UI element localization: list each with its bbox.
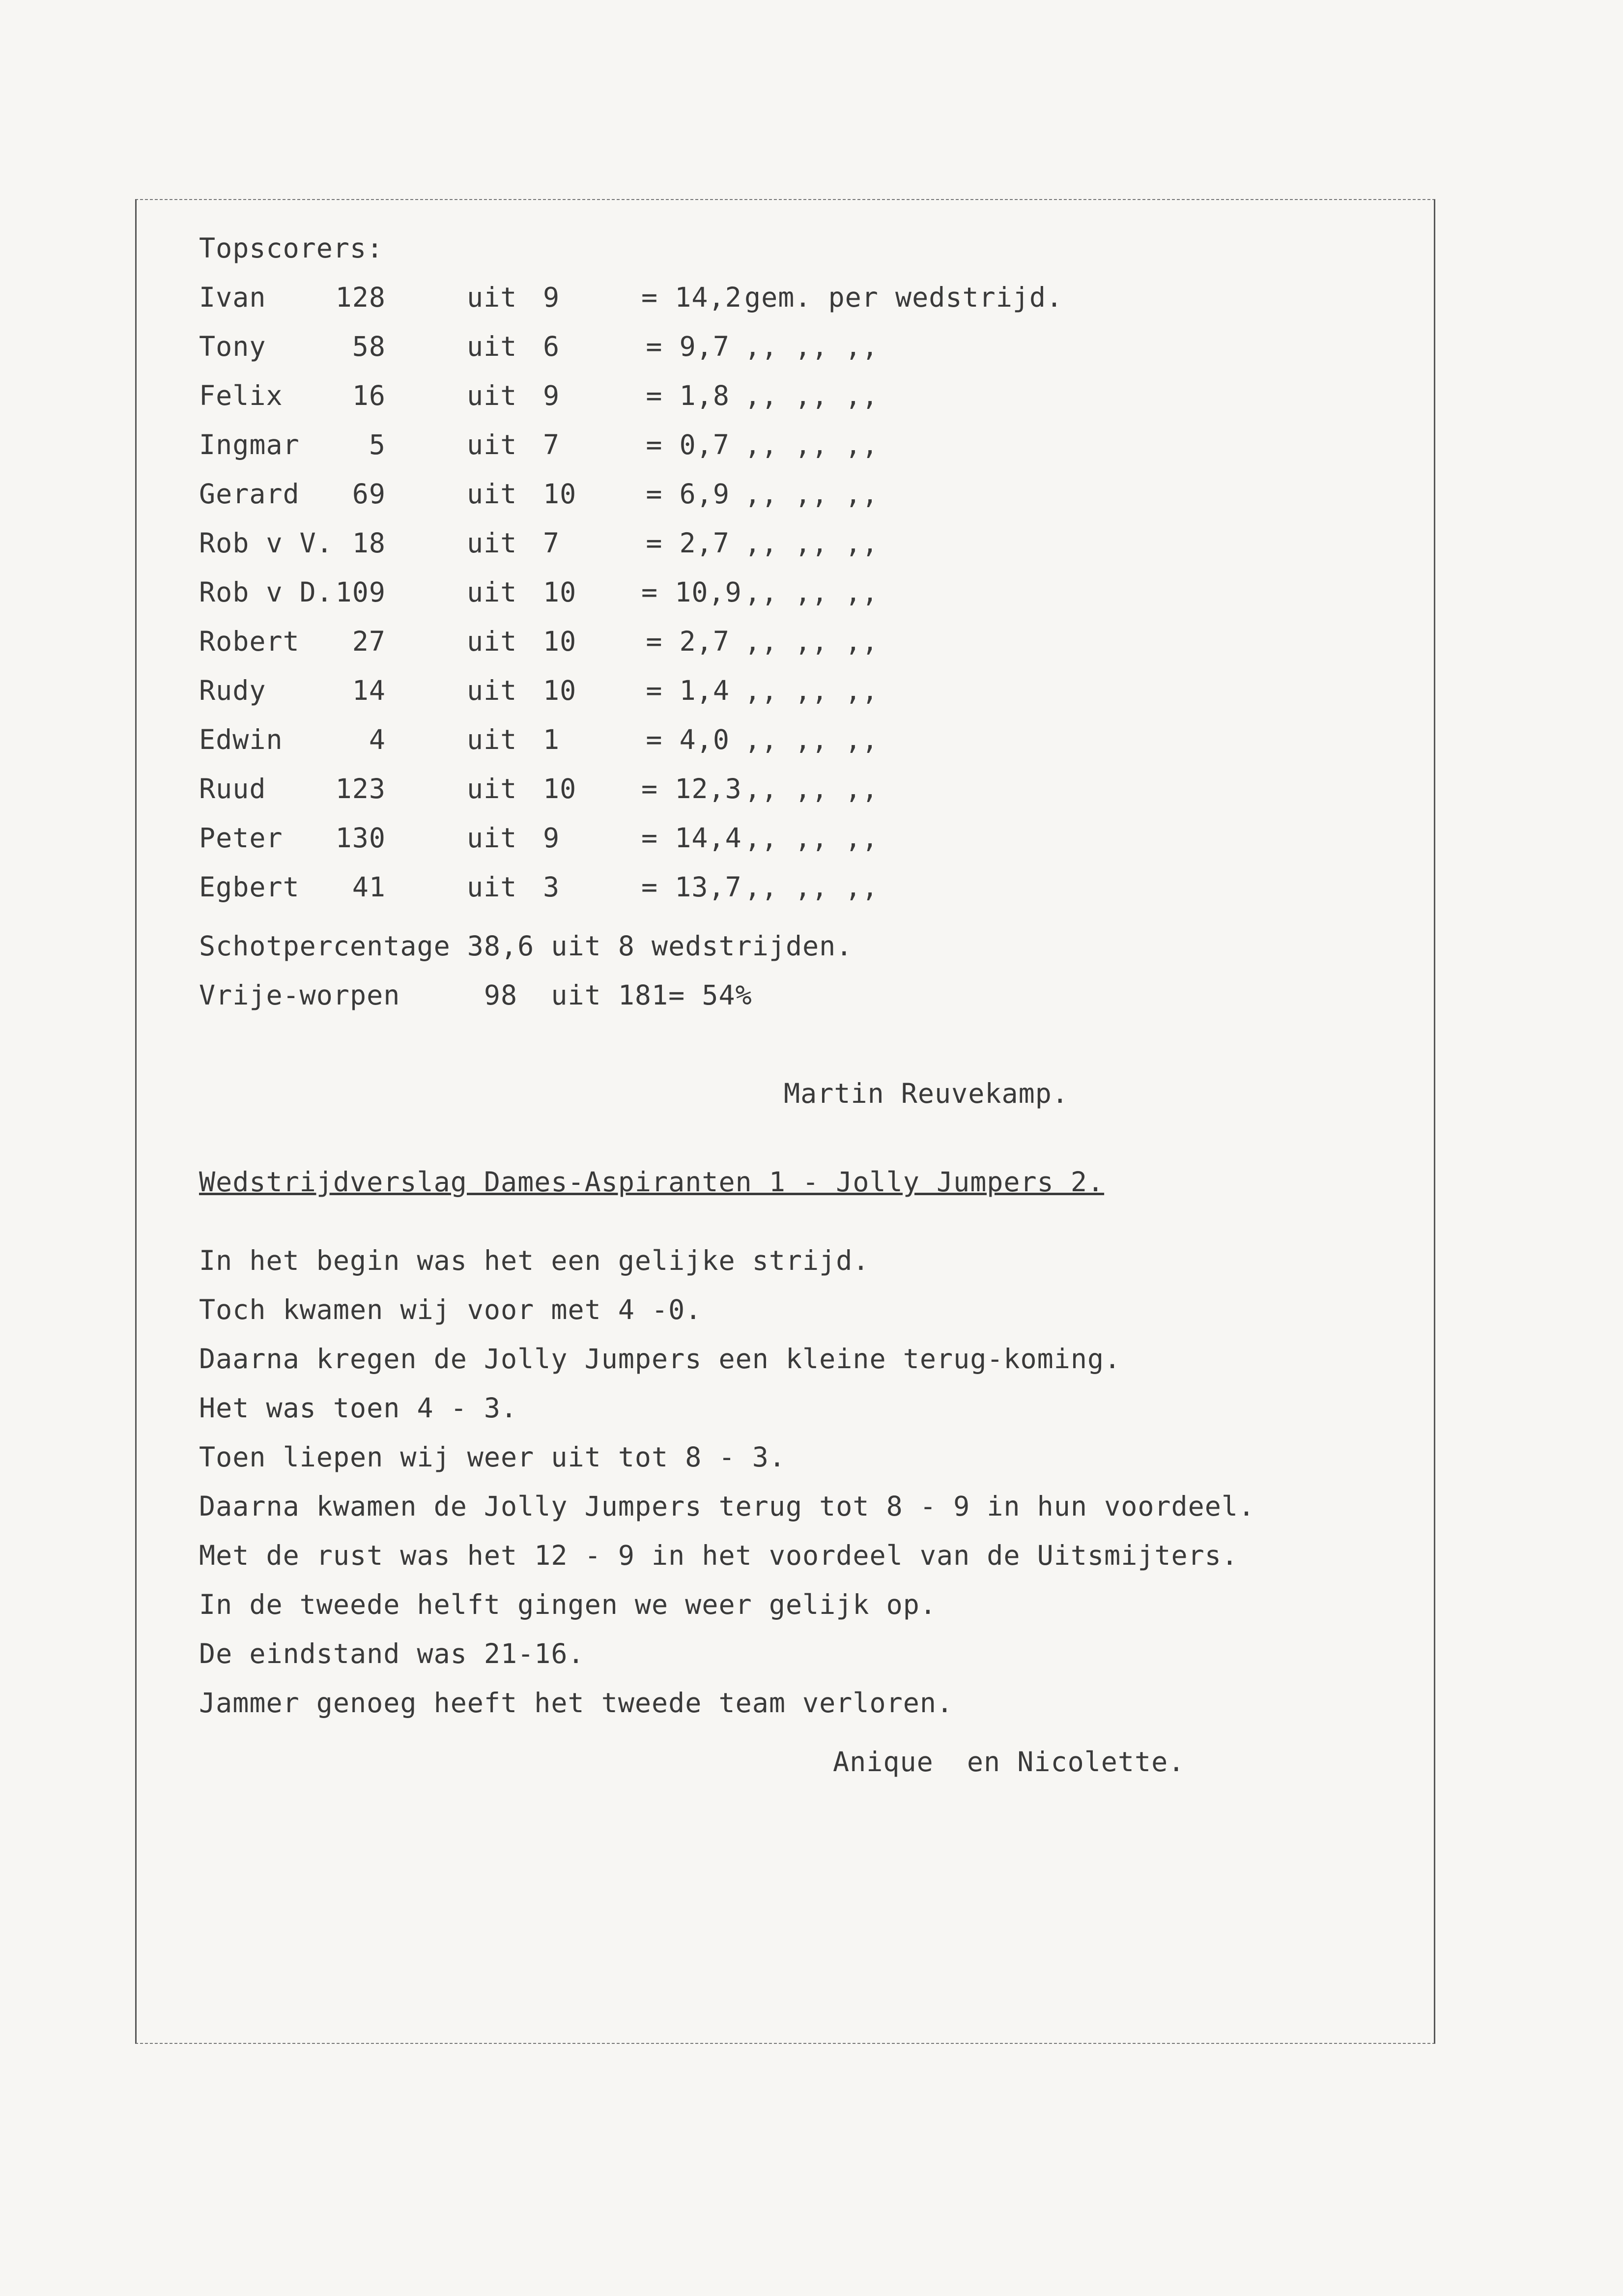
scorer-row: [199, 666, 1255, 715]
scorer-row: [199, 469, 1255, 518]
document-body: [199, 224, 1255, 1786]
report-line: Het was toen 4 - 3.: [199, 1392, 518, 1424]
report-body: [199, 1236, 1255, 1727]
scorer-uit: uit: [467, 626, 517, 657]
scorer-name: Ruud: [199, 773, 266, 804]
scorer-row: [199, 568, 1255, 617]
scorer-suffix: ,, ,, ,,: [744, 429, 879, 460]
report-line: In de tweede helft gingen we weer gelijk op.: [199, 1589, 937, 1620]
scorer-row: [199, 813, 1255, 862]
scorer-suffix: gem. per wedstrijd.: [744, 282, 1063, 313]
scorer-points: 16: [352, 380, 386, 411]
scorer-games: 10: [543, 675, 577, 706]
scorer-games: 10: [543, 478, 577, 510]
scorer-points: 18: [352, 527, 386, 559]
scorer-average: = 12,3: [641, 773, 742, 804]
scorer-points: 109: [335, 576, 386, 608]
scorer-name: Ivan: [199, 282, 266, 313]
scorer-points: 14: [352, 675, 386, 706]
scorer-suffix: ,, ,, ,,: [744, 626, 879, 657]
scorer-suffix: ,, ,, ,,: [744, 380, 879, 411]
scorer-suffix: ,, ,, ,,: [744, 724, 879, 755]
scorer-row: [199, 518, 1255, 568]
scorer-name: Rudy: [199, 675, 266, 706]
scorer-points: 130: [335, 822, 386, 854]
scorer-points: 128: [335, 282, 386, 313]
scorer-uit: uit: [467, 331, 517, 362]
scorer-uit: uit: [467, 773, 517, 804]
scorer-points: 4: [369, 724, 386, 755]
scorer-row: [199, 617, 1255, 666]
scorer-name: Peter: [199, 822, 283, 854]
scorer-suffix: ,, ,, ,,: [744, 478, 879, 510]
scorer-suffix: ,, ,, ,,: [744, 331, 879, 362]
scorer-name: Gerard: [199, 478, 300, 510]
scorer-name: Robert: [199, 626, 300, 657]
scorer-name: Felix: [199, 380, 283, 411]
report-line: Toen liepen wij weer uit tot 8 - 3.: [199, 1441, 786, 1473]
author-signature: Martin Reuvekamp.: [784, 1078, 1069, 1109]
scorer-suffix: ,, ,, ,,: [744, 871, 879, 903]
scorer-uit: uit: [467, 724, 517, 755]
scorer-suffix: ,, ,, ,,: [744, 822, 879, 854]
scorer-average: = 13,7: [641, 871, 742, 903]
scorer-games: 9: [543, 282, 560, 313]
scorer-average: = 2,7: [646, 527, 730, 559]
scorer-average: = 1,8: [646, 380, 730, 411]
scorer-average: = 0,7: [646, 429, 730, 460]
scorer-games: 1: [543, 724, 560, 755]
scorer-row: [199, 862, 1255, 912]
scorer-games: 10: [543, 576, 577, 608]
scorer-uit: uit: [467, 675, 517, 706]
scorer-row: [199, 273, 1255, 322]
scorer-uit: uit: [467, 429, 517, 460]
scorer-name: Edwin: [199, 724, 283, 755]
topscorers-title: Topscorers:: [199, 232, 384, 264]
report-line: Toch kwamen wij voor met 4 -0.: [199, 1294, 702, 1325]
scorer-suffix: ,, ,, ,,: [744, 527, 879, 559]
report-line: Met de rust was het 12 - 9 in het voordeel van de Uitsmijters.: [199, 1540, 1238, 1571]
scorer-name: Ingmar: [199, 429, 300, 460]
scorer-uit: uit: [467, 822, 517, 854]
scorer-row: [199, 764, 1255, 813]
report-heading: Wedstrijdverslag Dames-Aspiranten 1 - Jolly Jumpers 2.: [199, 1166, 1105, 1198]
scorer-average: = 10,9: [641, 576, 742, 608]
scorer-points: 27: [352, 626, 386, 657]
scorer-uit: uit: [467, 871, 517, 903]
scorer-average: = 4,0: [646, 724, 730, 755]
scorer-games: 6: [543, 331, 560, 362]
scorer-games: 10: [543, 773, 577, 804]
scorer-row: [199, 322, 1255, 371]
scorer-name: Tony: [199, 331, 266, 362]
scorer-suffix: ,, ,, ,,: [744, 675, 879, 706]
scorer-average: = 14,4: [641, 822, 742, 854]
report-line: Daarna kregen de Jolly Jumpers een kleine terug-koming.: [199, 1343, 1121, 1375]
report-author: Anique en Nicolette.: [833, 1746, 1185, 1778]
scorer-points: 123: [335, 773, 386, 804]
topscorers-table: [199, 273, 1255, 912]
report-line: Jammer genoeg heeft het tweede team verloren.: [199, 1687, 954, 1719]
report-line: De eindstand was 21-16.: [199, 1638, 585, 1669]
scorer-name: Egbert: [199, 871, 300, 903]
scorer-points: 69: [352, 478, 386, 510]
scorer-average: = 6,9: [646, 478, 730, 510]
scorer-suffix: ,, ,, ,,: [744, 773, 879, 804]
scorer-name: Rob v V.: [199, 527, 333, 559]
scorer-games: 3: [543, 871, 560, 903]
report-line: Daarna kwamen de Jolly Jumpers terug tot 8 - 9 in hun voordeel.: [199, 1491, 1255, 1522]
scorer-uit: uit: [467, 282, 517, 313]
scorer-name: Rob v D.: [199, 576, 333, 608]
scorer-average: = 9,7: [646, 331, 730, 362]
scorer-games: 7: [543, 527, 560, 559]
scorer-average: = 14,2: [641, 282, 742, 313]
scorer-row: [199, 371, 1255, 420]
free-throws: Vrije-worpen 98 uit 181= 54%: [199, 979, 752, 1011]
scorer-uit: uit: [467, 527, 517, 559]
scorer-row: [199, 420, 1255, 469]
shot-percentage: Schotpercentage 38,6 uit 8 wedstrijden.: [199, 930, 853, 962]
scorer-average: = 1,4: [646, 675, 730, 706]
scorer-uit: uit: [467, 576, 517, 608]
scorer-suffix: ,, ,, ,,: [744, 576, 879, 608]
scorer-points: 5: [369, 429, 386, 460]
scorer-points: 58: [352, 331, 386, 362]
scorer-row: [199, 715, 1255, 764]
scorer-points: 41: [352, 871, 386, 903]
scorer-uit: uit: [467, 478, 517, 510]
scorer-games: 9: [543, 822, 560, 854]
scorer-games: 7: [543, 429, 560, 460]
scorer-average: = 2,7: [646, 626, 730, 657]
scorer-games: 9: [543, 380, 560, 411]
scorer-uit: uit: [467, 380, 517, 411]
report-line: In het begin was het een gelijke strijd.: [199, 1245, 870, 1276]
scorer-games: 10: [543, 626, 577, 657]
